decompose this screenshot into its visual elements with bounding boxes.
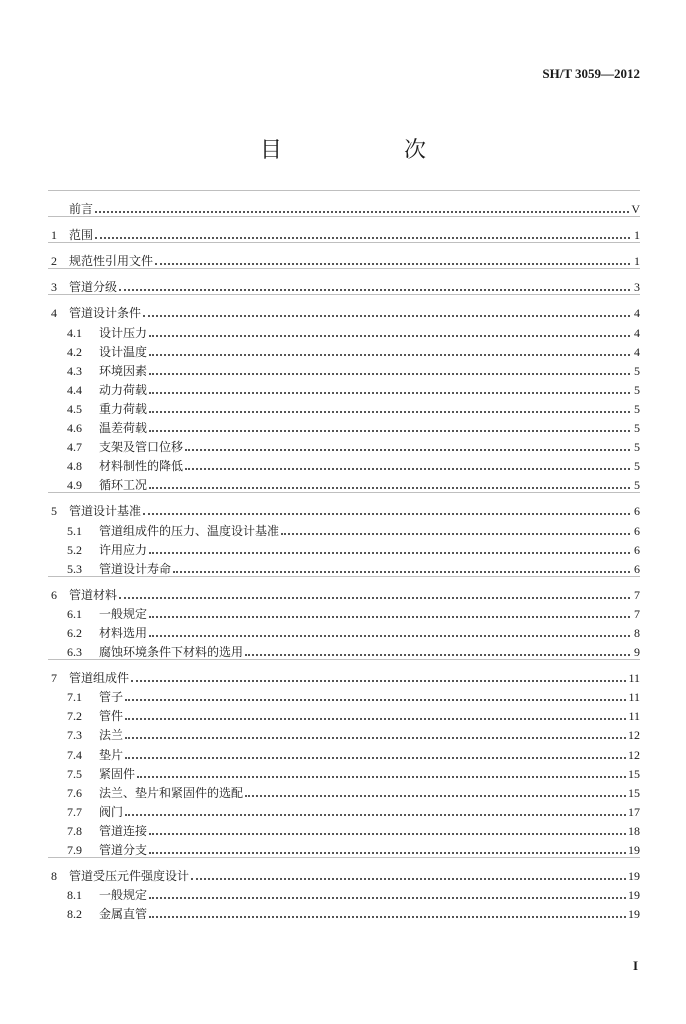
toc-entry-heading [48, 345, 147, 359]
toc-entry-number: 8.1 [67, 888, 82, 903]
toc-entry-number: 4.4 [67, 382, 82, 397]
dot-leader [149, 915, 626, 918]
toc-entry-page: 11 [628, 709, 640, 724]
toc-entry [48, 800, 640, 819]
toc-entry-heading [48, 626, 147, 640]
dot-leader [149, 372, 630, 375]
toc-entry-page: 6 [634, 542, 640, 557]
toc-entry [48, 621, 640, 640]
dot-leader [191, 877, 626, 880]
toc-entry-page: 15 [628, 785, 640, 800]
toc-entry-number: 7.3 [67, 728, 82, 743]
toc-entry-title: 管道设计条件 [69, 306, 142, 321]
toc-entry-heading [48, 709, 123, 723]
toc-entry-title: 管道设计寿命 [99, 561, 172, 576]
toc-entry-number: 7.7 [67, 804, 82, 819]
toc-entry-page: 17 [628, 804, 640, 819]
toc-entry [48, 473, 640, 492]
dot-leader [149, 851, 626, 854]
dot-leader [281, 532, 630, 535]
toc-entry-heading [48, 805, 123, 819]
toc-entry-title: 管子 [99, 690, 124, 705]
dot-leader [149, 353, 630, 356]
toc-entry-title: 管道分支 [99, 843, 148, 857]
toc-entry-page: 7 [634, 606, 640, 621]
toc-entry-page: V [631, 202, 640, 217]
toc-entry-page: 1 [634, 254, 640, 269]
dot-leader [149, 896, 626, 899]
toc-entry-heading [48, 326, 147, 340]
toc-entry-title: 管道分级 [69, 280, 118, 295]
toc-entry-number: 6.1 [67, 606, 82, 621]
toc-entry-title: 设计压力 [99, 325, 148, 340]
toc-entry-heading [48, 543, 147, 557]
toc-entry-number: 7.5 [67, 766, 82, 781]
toc-entry [48, 576, 640, 602]
toc-entry-title: 设计温度 [99, 344, 148, 359]
toc-entry [48, 640, 640, 659]
toc-entry-heading [48, 728, 123, 742]
toc-entry [48, 416, 640, 435]
toc-entry-number: 4.7 [67, 440, 82, 455]
toc-entry-title: 管件 [99, 709, 124, 724]
toc-entry-number: 4.5 [67, 401, 82, 416]
toc-entry-title: 金属直管 [99, 907, 148, 922]
toc-entry-title: 垫片 [99, 747, 124, 762]
toc-entry-title: 材料制性的降低 [99, 459, 184, 474]
dot-leader [155, 262, 630, 265]
dot-leader [149, 429, 630, 432]
toc-entry-title: 腐蚀环境条件下材料的选用 [99, 645, 244, 660]
toc-entry [48, 762, 640, 781]
toc-entry [48, 838, 640, 857]
toc-entry-page: 4 [634, 325, 640, 340]
toc-entry-number: 8 [51, 869, 57, 884]
toc-entry-heading [48, 824, 147, 838]
dot-leader [149, 391, 630, 394]
toc-entry-page: 4 [634, 306, 640, 321]
toc-entry-page: 19 [628, 843, 640, 857]
toc-entry [48, 602, 640, 621]
dot-leader [125, 698, 626, 701]
toc-entry-number: 4.8 [67, 459, 82, 474]
toc-entry-title: 环境因素 [99, 363, 148, 378]
table-of-contents [48, 190, 640, 921]
dot-leader [125, 736, 626, 739]
page-title: 目 次 [259, 138, 476, 163]
toc-entry-page: 5 [634, 440, 640, 455]
toc-entry-page: 6 [634, 561, 640, 576]
toc-entry-title: 支架及管口位移 [99, 440, 184, 455]
toc-entry-title: 管道组成件 [69, 671, 130, 686]
toc-entry-title: 一般规定 [99, 606, 148, 621]
dot-leader [137, 775, 626, 778]
toc-entry-page: 4 [634, 344, 640, 359]
toc-entry-number: 5 [51, 504, 57, 519]
toc-entry-number: 5.3 [67, 561, 82, 576]
toc-entry-heading [48, 383, 147, 397]
toc-entry [48, 659, 640, 685]
dot-leader [149, 486, 630, 489]
dot-leader [119, 596, 630, 599]
toc-entry-number: 7.4 [67, 747, 82, 762]
toc-entry [48, 268, 640, 294]
toc-entry-number: 4.6 [67, 421, 82, 436]
dot-leader [149, 334, 630, 337]
dot-leader [143, 512, 630, 515]
toc-entry-number: 7.9 [67, 843, 82, 857]
dot-leader [185, 467, 630, 470]
dot-leader [149, 634, 630, 637]
toc-entry-title: 前言 [69, 202, 94, 217]
toc-entry-heading [48, 524, 279, 538]
toc-entry [48, 902, 640, 921]
toc-entry-number: 1 [51, 228, 57, 243]
toc-entry [48, 518, 640, 537]
toc-entry-title: 管道连接 [99, 823, 148, 838]
toc-entry-number: 8.2 [67, 907, 82, 922]
toc-entry-page: 5 [634, 478, 640, 493]
toc-entry-page: 7 [634, 587, 640, 602]
toc-entry-heading [48, 306, 141, 320]
toc-entry [48, 340, 640, 359]
toc-entry-title: 管道设计基准 [69, 504, 142, 519]
dot-leader [143, 314, 630, 317]
toc-entry-title: 温差荷载 [99, 421, 148, 436]
toc-entry [48, 742, 640, 761]
toc-entry-page: 12 [628, 747, 640, 762]
toc-entry-number: 6.3 [67, 645, 82, 660]
toc-entry-number: 5.2 [67, 542, 82, 557]
toc-entry-page: 3 [634, 280, 640, 295]
toc-entry [48, 685, 640, 704]
toc-entry-heading [48, 869, 189, 883]
dot-leader [245, 794, 626, 797]
toc-entry [48, 557, 640, 576]
toc-entry-heading [48, 843, 147, 857]
toc-entry [48, 857, 640, 883]
toc-entry-title: 一般规定 [99, 888, 148, 903]
toc-entry-heading [48, 786, 243, 800]
toc-entry [48, 378, 640, 397]
toc-entry-heading [48, 364, 147, 378]
toc-entry-number: 7 [51, 671, 57, 686]
toc-entry-page: 8 [634, 625, 640, 640]
toc-entry-heading [48, 228, 93, 242]
toc-entry-page: 18 [628, 823, 640, 838]
toc-entry-page: 6 [634, 523, 640, 538]
toc-entry [48, 492, 640, 518]
toc-entry [48, 294, 640, 320]
dot-leader [125, 813, 626, 816]
toc-entry-page: 11 [628, 671, 640, 686]
toc-entry-page: 19 [628, 888, 640, 903]
toc-entry-heading [48, 202, 93, 216]
toc-entry-title: 许用应力 [99, 542, 148, 557]
dot-leader [245, 653, 630, 656]
dot-leader [149, 615, 630, 618]
dot-leader [173, 570, 630, 573]
toc-entry-title: 管道受压元件强度设计 [69, 869, 190, 884]
toc-entry-number: 4.1 [67, 325, 82, 340]
toc-entry-number: 3 [51, 280, 57, 295]
toc-entry-heading [48, 254, 153, 268]
toc-entry-number: 4.9 [67, 478, 82, 493]
toc-entry-title: 阀门 [99, 804, 124, 819]
toc-entry-title: 材料选用 [99, 625, 148, 640]
toc-entry-page: 19 [628, 907, 640, 922]
toc-entry-number: 7.6 [67, 785, 82, 800]
toc-entry-page: 5 [634, 382, 640, 397]
toc-entry-heading [48, 907, 147, 921]
toc-entry [48, 723, 640, 742]
toc-entry-heading [48, 478, 147, 492]
page-number: I [632, 958, 638, 973]
toc-entry-number: 7.1 [67, 690, 82, 705]
toc-entry-heading [48, 459, 183, 473]
toc-entry-number [51, 202, 69, 216]
toc-entry-title: 动力荷载 [99, 382, 148, 397]
toc-entry-title: 重力荷载 [99, 401, 148, 416]
toc-entry-title: 范围 [69, 228, 94, 243]
toc-entry [48, 242, 640, 268]
dot-leader [95, 210, 629, 213]
dot-leader [131, 679, 626, 682]
toc-entry-title: 管道组成件的压力、温度设计基准 [99, 523, 280, 538]
toc-entry-number: 5.1 [67, 523, 82, 538]
toc-entry [48, 454, 640, 473]
toc-entry-heading [48, 421, 147, 435]
toc-entry-page: 19 [628, 869, 640, 884]
toc-entry-heading [48, 504, 141, 518]
toc-entry-heading [48, 440, 183, 454]
toc-entry-page: 5 [634, 421, 640, 436]
toc-entry-title: 规范性引用文件 [69, 254, 154, 269]
toc-entry [48, 781, 640, 800]
dot-leader [125, 717, 626, 720]
dot-leader [125, 756, 626, 759]
toc-entry-heading [48, 607, 147, 621]
toc-entry-title: 管道材料 [69, 587, 118, 602]
dot-leader [185, 448, 630, 451]
toc-entry-number: 4.2 [67, 344, 82, 359]
toc-entry-page: 12 [628, 728, 640, 743]
toc-entry-title: 循环工况 [99, 478, 148, 493]
toc-entry-heading [48, 562, 171, 576]
toc-entry-page: 11 [628, 690, 640, 705]
toc-entry-heading [48, 748, 123, 762]
toc-entry-number: 4.3 [67, 363, 82, 378]
toc-entry [48, 704, 640, 723]
toc-entry [48, 538, 640, 557]
toc-entry-heading [48, 588, 117, 602]
toc-entry-number: 6 [51, 587, 57, 602]
toc-entry-number: 7.8 [67, 823, 82, 838]
toc-entry [48, 397, 640, 416]
toc-entry [48, 216, 640, 242]
dot-leader [149, 551, 630, 554]
dot-leader [149, 832, 626, 835]
toc-entry [48, 359, 640, 378]
toc-entry-page: 15 [628, 766, 640, 781]
toc-entry-number: 6.2 [67, 625, 82, 640]
toc-entry [48, 320, 640, 339]
toc-entry-page: 9 [634, 645, 640, 660]
toc-entry [48, 883, 640, 902]
toc-entry-number: 4 [51, 306, 57, 321]
toc-entry-heading [48, 767, 135, 781]
toc-entry-page: 1 [634, 228, 640, 243]
toc-entry-heading [48, 690, 123, 704]
dot-leader [119, 288, 630, 291]
toc-entry-heading [48, 645, 243, 659]
standard-number: SH/T 3059—2012 [542, 66, 640, 81]
toc-entry [48, 435, 640, 454]
toc-entry-title: 紧固件 [99, 766, 136, 781]
dot-leader [95, 236, 630, 239]
toc-entry [48, 190, 640, 216]
toc-entry-number: 2 [51, 254, 57, 269]
toc-entry-heading [48, 671, 129, 685]
toc-entry-title: 法兰 [99, 728, 124, 743]
toc-entry-page: 5 [634, 459, 640, 474]
toc-entry-title: 法兰、垫片和紧固件的选配 [99, 785, 244, 800]
dot-leader [149, 410, 630, 413]
toc-entry-heading [48, 888, 147, 902]
toc-entry-heading [48, 402, 147, 416]
toc-entry-page: 6 [634, 504, 640, 519]
toc-entry-page: 5 [634, 363, 640, 378]
toc-entry-heading [48, 280, 117, 294]
toc-entry-page: 5 [634, 401, 640, 416]
toc-entry [48, 819, 640, 838]
toc-entry-number: 7.2 [67, 709, 82, 724]
